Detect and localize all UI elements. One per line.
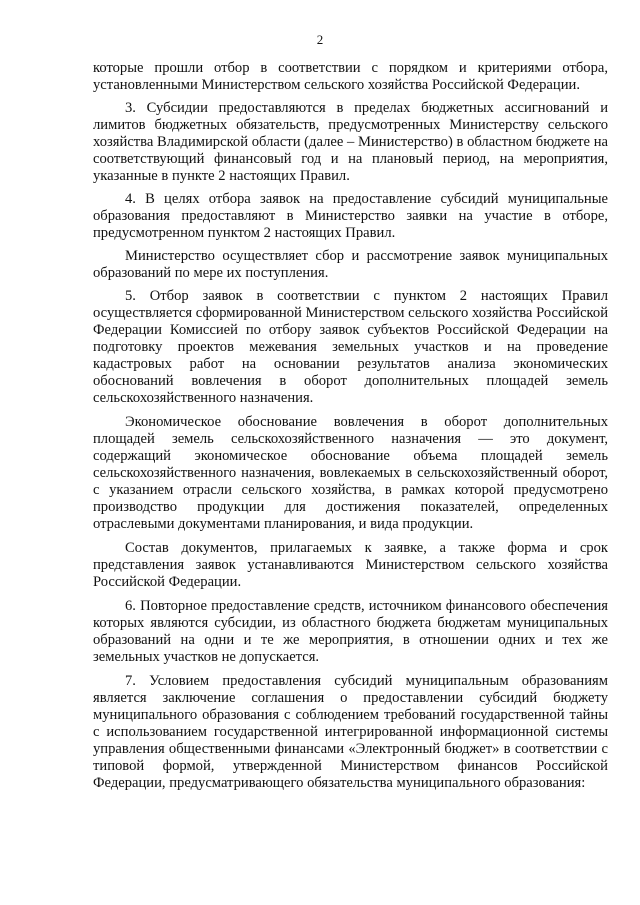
document-body [93, 60, 608, 792]
paragraph-documents-composition: Состав документов, прилагаемых к заявке, а также форма и срок представления заявок устанавливаются Министерством сельского хозяйства Российской Федерации. [93, 540, 608, 590]
paragraph-continuation: которые прошли отбор в соответствии с порядком и критериями отбора, установленными Министерством сельского хозяйства Российской Федерации. [93, 60, 608, 93]
paragraph-ministry-collection: Министерство осуществляет сбор и рассмотрение заявок муниципальных образований по мере их поступления. [93, 248, 608, 281]
paragraph-item-4: 4. В целях отбора заявок на предоставление субсидий муниципальные образования предоставляют в Министерство заявки на участие в отборе, предусмотренном пунктом 2 настоящих Правил. [93, 191, 608, 241]
paragraph-economic-justification: Экономическое обоснование вовлечения в оборот дополнительных площадей земель сельскохозяйственного назначения — это документ, содержащий экономическое обоснование объема площадей земель сельскохозяйственного назначения, вовлекаемых в сельскохозяйственный оборот, с указанием отрасли сельского хозяйства, в рамках которой предусмотрено производство продукции для достижения показателей, определенных отраслевыми документами планирования, и вида продукции. [93, 414, 608, 532]
paragraph-item-7: 7. Условием предоставления субсидий муниципальным образованиям является заключение соглашения о предоставлении субсидий бюджету муниципального образования с соблюдением требований государственной тайны с использованием государственной интегрированной информационной системы управления общественными финансами «Электронный бюджет» в соответствии с типовой формой, утвержденной Министерством финансов Российской Федерации, предусматривающего обязательства муниципального образования: [93, 673, 608, 791]
page-number: 2 [316, 32, 324, 47]
paragraph-item-6: 6. Повторное предоставление средств, источником финансового обеспечения которых являются субсидии, из областного бюджета бюджетам муниципальных образований на одни и те же мероприятия, в отношении одних и тех же земельных участков не допускается. [93, 598, 608, 665]
paragraph-item-5: 5. Отбор заявок в соответствии с пунктом 2 настоящих Правил осуществляется сформированной Министерством сельского хозяйства Российской Федерации Комиссией по отбору заявок субъектов Российской Федерации на подготовку проектов межевания земельных участков и на проведение кадастровых работ на основании результатов анализа экономических обоснований вовлечения в оборот дополнительных площадей земель сельскохозяйственного назначения. [93, 288, 608, 406]
paragraph-item-3: 3. Субсидии предоставляются в пределах бюджетных ассигнований и лимитов бюджетных обязательств, предусмотренных Министерству сельского хозяйства Владимирской области (далее – Министерство) в областном бюджете на соответствующий финансовый год и на плановый период, на мероприятия, указанные в пункте 2 настоящих Правил. [93, 100, 608, 184]
